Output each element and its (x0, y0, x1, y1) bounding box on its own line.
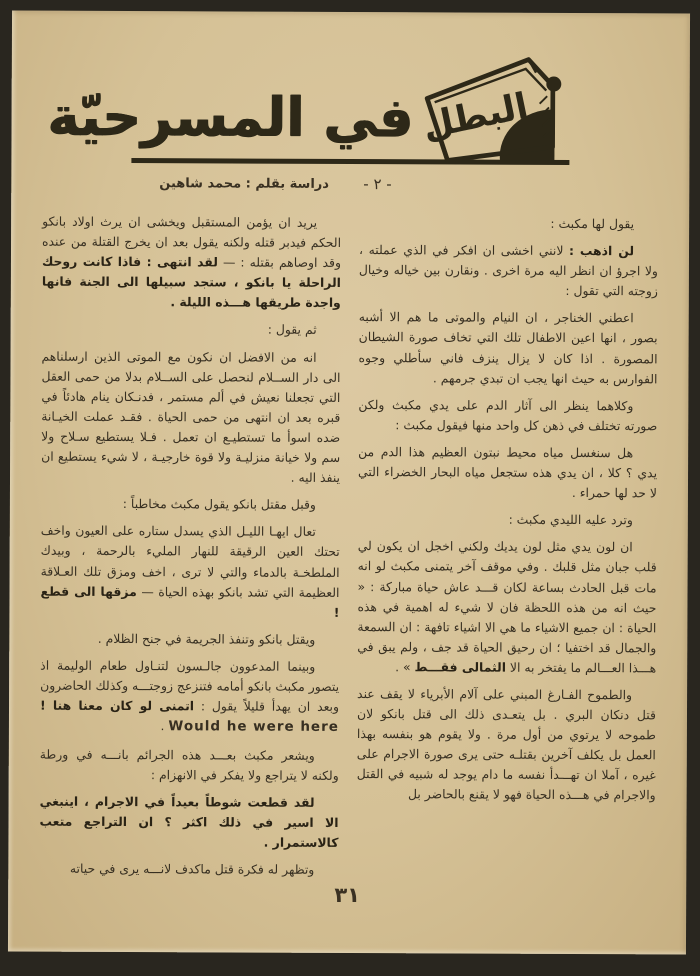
paragraph: والطموح الفـارغ المبني على آلام الأبرياء لا يقف عند قتل دنكان البري . بل يتعـدى ذلك الى قتل بانكو لان طموحه لا يرتوي من أول مرة . ولا يقوم هو بنفسه بهذا العمل بل يكلف آخرين بقتلـه حتى يرى صورة الاجرام على غيره ، آملا ان تهـــدأ نفسه ما دام يوجد له شبيه في القتل والاجرام في هـــذه الحياة فهو لا يقنع بالحاضر بل (356, 686, 657, 803)
byline: دراسة بقلم : محمد شاهين (159, 176, 329, 192)
column-left (39, 212, 341, 877)
paragraph: ثم يقول : (267, 322, 317, 338)
paragraph: يقول لها مكبث : (550, 215, 635, 232)
banner-word: البطل (419, 85, 532, 148)
paragraph: وترد عليه الليدي مكبث : (508, 511, 633, 528)
paragraph: تعال ايهـا الليـل الذي يسدل ستاره على العيون واخف تحتك العين الرقيقة للنهار المليء بالرحمة ، وبيدك الملطخـة بالدماء والتي لا ترى ، اخف ومزق تلك العـلاقة العظيمة التي تشد بانكو بهذه الحياة — مزقها الى قطع ! (40, 522, 340, 620)
page-number: ٣١ (334, 882, 361, 908)
paragraph: اعطني الخناجر ، ان النيام والموتى ما هم الا أشبه بصور ، انها اعين الاطفال تلك التي تخاف صورة الشيطان المصورة . اذا كان لا يزال ينزف فاني سأطلي وجوه الفوارس به حيث انها يجب ان تبدي جرمهم . (358, 309, 658, 387)
paragraph: ويشعر مكبث بعـــد هذه الجرائم بانـــه في ورطة ولكنه لا يتراجع ولا يفكر في الانهزام : (39, 746, 339, 784)
paragraph: وقبل مقتل بانكو يقول مكبث مخاطباً : (122, 496, 316, 513)
open-book-banner-icon (419, 54, 569, 163)
byline-row (11, 175, 689, 200)
paragraph: ان لون يدي مثل لون يديك ولكني اخجل ان يكون لي قلب جبان مثل قلبك . وفي موقف آخر يتمنى مكبث لو انه مات قبل الحادث بساعة لكان قـــد عاش حياة مباركة : « حيث انه من هذه اللحظة فان لا شيء له اهمية في هذه الحياة : ان جميع الاشياء ما هي الا اشياء تافهة : ان السمعة والجمال قد اختفيا ؛ ان رحيق الحياة قد جف ، ولم يبق في هـــذا العـــالم ما يفتخر به الا الثمالى فقـــط » . (357, 538, 657, 676)
column-right (356, 213, 658, 878)
masthead (47, 53, 569, 165)
article-body (8, 212, 689, 879)
magazine-page (8, 11, 690, 955)
paragraph: ويقتل بانكو وتنفذ الجريمة في جنح الظلام . (97, 630, 316, 647)
paragraph: يريد ان يؤمن المستقبل ويخشى ان يرث اولاد بانكو الحكم فيدبر قتله ولكنه يقول بعد ان يخرج القتلة من عنده وقد اوصاهم بقتله : — لقد انتهى : فاذا كانت روحك الراحلة يا بانكو ، ستجد سبيلها الى الجنة فانها واجدة طريقها هـــذه الليلة . (41, 213, 342, 311)
paragraph: لقد قطعت شوطاً بعيداً في الاجرام ، اينبغي الا اسير في ذلك اكثر ؟ ان التراجع متعب كالاستمرار . (39, 793, 339, 851)
paragraph: وتظهر له فكرة قتل ماكدف لانـــه يرى في حياته (69, 861, 315, 878)
section-number: - ٢ - (363, 175, 392, 194)
paragraph: وكلاهما ينظر الى آثار الدم على يدي مكبث ولكن صورته تختلف في ذهن كل واحد منها فيقول مكبث : (358, 396, 658, 434)
page-title-calligraphy: في المسرحيّة (47, 84, 414, 150)
paragraph: انه من الافضل ان نكون مع الموتى الذين ارسلناهم الى دار الســلام لنحصل على الســلام بدلا من حمى العقل التي تجعلنا نعيش في ألم مستمر ، فدنـكان ينام هادئاً في قبره بعد ان انتهى من حمى الحياة . فقـد عملت الخيـانة ضده اسوأ ما تستطيـع ان تعمل . فـلا يستطيع سـلاح ولا سم ولا خيانة منزليـة ولا قوة خارجيـة ، لا شيء يستطيع ان ينفذ اليه . (41, 348, 341, 486)
paragraph: هل سنغسل مياه محيط نبتون العظيم هذا الدم من يدي ؟ كلا ، ان يدي هذه ستجعل مياه البحار الخضراء التي لا حد لها حمراء . (358, 443, 658, 501)
paragraph: وبينما المدعوون جالـسون لتنـاول طعام الوليمة اذ يتصور مكبث بانكو أمامه فتنزعج زوجتـــه وكذلك الحاضرون وبعد ان يهدأ قليلاً يقول : اتمنى لو كان معنا هنا ! Would he were here . (39, 657, 340, 736)
paragraph: لن اذهب : لانني اخشى ان افكر في الذي عملته ، ولا اجرؤ ان انظر اليه مرة اخرى . ونقارن بين خياله وخيال زوجته التي تقول : (358, 242, 658, 299)
